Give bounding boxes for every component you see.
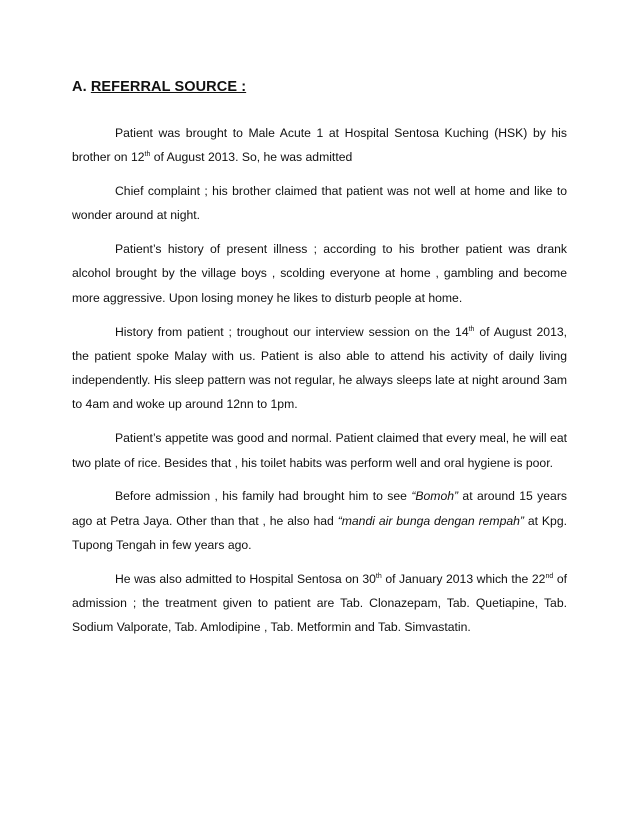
text-run: Chief complaint ; his brother claimed that patient was not well at home and like to wonder around at night. (72, 184, 567, 223)
text-run: of August 2013, the patient spoke Malay with us. Patient is also able to attend his activity of daily living independently. His sleep pattern was not regular, he always sleeps late at night around 3am to 4am and woke up around 12nn to 1pm. (72, 324, 568, 412)
superscript: th (468, 325, 475, 333)
text-run: Patient was brought to Male Acute 1 at Hospital Sentosa Kuching (HSK) by his brother on 12 (72, 126, 567, 165)
text-run: Patient’s history of present illness ; according to his brother patient was drank alcohol brought by the village boys , scolding everyone at home , gambling and become more aggressive. Upon losing money he likes to disturb people at home. (72, 242, 567, 305)
text-run: at around 15 years ago at Petra Jaya. Other than that , he also had (72, 489, 567, 528)
section-heading (72, 79, 567, 95)
text-run: History from patient ; troughout our interview session on the 14 (115, 324, 469, 339)
text-run: of admission ; the treatment given to patient are Tab. Clonazepam, Tab. Quetiapine, Tab. Sodium Valporate, Tab. Amlodipine , Tab. Metformin and Tab. Simvastatin. (72, 571, 567, 635)
text-run: Patient’s appetite was good and normal. Patient claimed that every meal, he will eat two plate of rice. Besides that , his toilet habits was perform well and oral hygiene is poor. (72, 431, 567, 470)
text-run: Before admission , his family had brought him to see (115, 489, 412, 504)
paragraph (72, 426, 567, 475)
paragraph (72, 179, 567, 228)
text-run: at Kpg. Tupong Tengah in few years ago. (72, 513, 567, 552)
paragraph (72, 484, 567, 557)
text-run: of January 2013 which the 22 (381, 571, 546, 586)
section-heading-title: REFERRAL SOURCE : (90, 79, 247, 95)
italic-text: “mandi air bunga dengan rempah” (337, 513, 524, 528)
paragraph (72, 567, 567, 640)
paragraph (72, 237, 567, 310)
section-heading-prefix: A. (72, 79, 87, 95)
text-run: He was also admitted to Hospital Sentosa on 30 (115, 571, 376, 586)
paragraph (72, 320, 567, 417)
body-text (72, 121, 567, 640)
italic-text: “Bomoh” (411, 489, 459, 504)
superscript: nd (545, 572, 554, 580)
superscript: th (375, 572, 382, 580)
text-run: of August 2013. So, he was admitted (150, 150, 353, 165)
paragraph (72, 121, 567, 170)
superscript: th (144, 151, 151, 159)
